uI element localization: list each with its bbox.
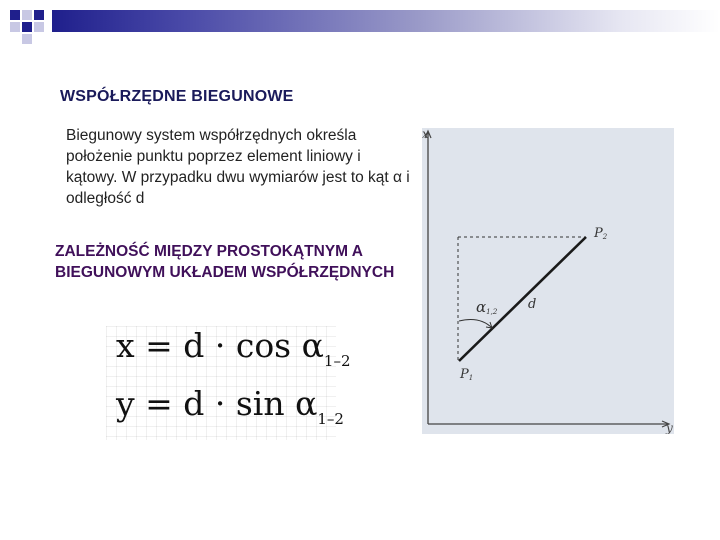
decor-square: [34, 10, 44, 20]
formula-x-sub: 1–2: [323, 352, 351, 370]
formula-y: [116, 384, 344, 428]
formula-x-main: x = d · cos α: [116, 326, 324, 365]
formula-x: [116, 326, 351, 370]
decor-square: [22, 22, 32, 32]
angle-label: α1,2: [476, 298, 498, 316]
decor-square: [22, 34, 32, 44]
distance-label: d: [528, 297, 537, 312]
decor-square: [10, 22, 20, 32]
slide-title: WSPÓŁRZĘDNE BIEGUNOWE: [60, 88, 294, 105]
formula-box: [106, 326, 351, 440]
formula-y-main: y = d · sin α: [116, 384, 318, 423]
point-p2-label: P2: [594, 226, 608, 241]
header-gradient-bar: [52, 10, 720, 32]
polar-diagram: [422, 128, 674, 434]
decor-square: [10, 10, 20, 20]
formula-y-sub: 1–2: [317, 410, 344, 428]
axis-x-label: x: [422, 128, 429, 141]
polar-diagram-svg: [422, 128, 674, 434]
slide-description: Biegunowy system współrzędnych określa położenie punktu poprzez element liniowy i kątowy. W przypadku dwu wymiarów jest to kąt α i odległość d: [66, 127, 410, 207]
slide-subtitle: ZALEŻNOŚĆ MIĘDZY PROSTOKĄTNYM A BIEGUNOWYM UKŁADEM WSPÓŁRZĘDNYCH: [55, 243, 395, 281]
decor-square: [22, 10, 32, 20]
point-p1-label: P1: [460, 367, 474, 382]
axis-y-label: y: [666, 421, 673, 434]
decor-square: [34, 22, 44, 32]
